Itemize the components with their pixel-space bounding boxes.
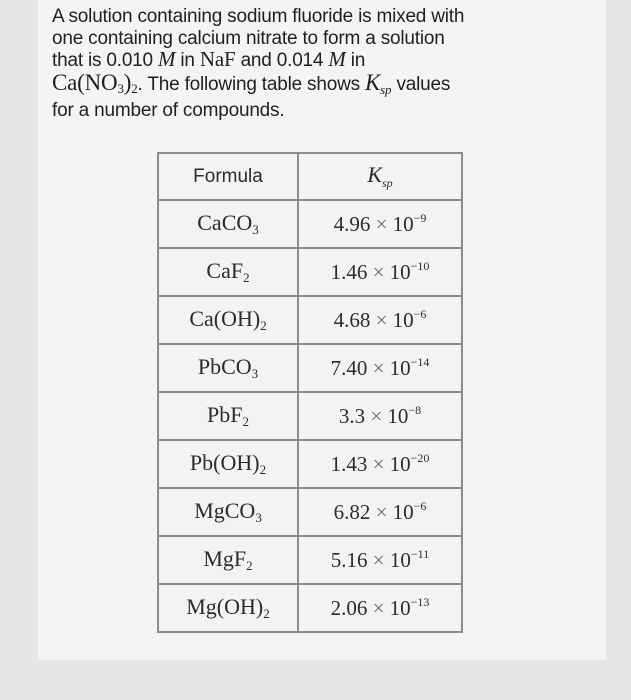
table-row (158, 344, 462, 392)
compound-formula: CaF2 (158, 248, 298, 296)
ksp-symbol: Ksp (365, 69, 392, 97)
concentration-naf-text: that is 0.010 (52, 50, 153, 72)
molarity-unit: M (328, 47, 346, 72)
compound-formula: CaCO3 (158, 200, 298, 248)
table-row (158, 248, 462, 296)
ksp-value: $5.16 \times 10^{-11}$ (298, 536, 462, 584)
compound-formula: MgCO3 (158, 488, 298, 536)
ksp-value: $6.82 \times 10^{-6}$ (298, 488, 462, 536)
table-header-row (158, 153, 462, 200)
problem-line-2: one containing calcium nitrate to form a solution (52, 27, 445, 49)
word-in: in (350, 50, 366, 72)
word-values: values (396, 73, 451, 95)
calcium-nitrate-formula: $Ca(NO_3)_2$ (52, 69, 138, 96)
compound-formula: Mg(OH)2 (158, 584, 298, 632)
table-row (158, 392, 462, 440)
molarity-unit: M (158, 47, 176, 72)
compound-formula: Pb(OH)2 (158, 440, 298, 488)
table-row (158, 536, 462, 584)
ksp-value: $2.06 \times 10^{-13}$ (298, 584, 462, 632)
ksp-value: $3.3 \times 10^{-8}$ (298, 392, 462, 440)
problem-line-5: for a number of compounds. (52, 100, 285, 122)
compound-formula: MgF2 (158, 536, 298, 584)
problem-line-3 (52, 49, 597, 72)
ksp-value: $4.68 \times 10^{-6}$ (298, 296, 462, 344)
table-row (158, 440, 462, 488)
problem-statement (52, 6, 597, 122)
ksp-value: $4.96 \times 10^{-9}$ (298, 200, 462, 248)
table-intro-text: . The following table shows (137, 73, 360, 95)
table-row (158, 488, 462, 536)
problem-line-4 (52, 69, 597, 101)
problem-line-1: A solution containing sodium fluoride is mixed with (52, 6, 465, 27)
header-ksp: $K_{sp}$ (298, 153, 462, 200)
ksp-value: $1.46 \times 10^{-10}$ (298, 248, 462, 296)
ksp-value: $1.43 \times 10^{-20}$ (298, 440, 462, 488)
header-formula: Formula (158, 153, 298, 200)
ksp-table (157, 152, 463, 633)
word-in: in (180, 50, 195, 72)
naf-formula: NaF (199, 47, 236, 72)
compound-formula: PbCO3 (158, 344, 298, 392)
compound-formula: PbF2 (158, 392, 298, 440)
compound-formula: Ca(OH)2 (158, 296, 298, 344)
ksp-value: $7.40 \times 10^{-14}$ (298, 344, 462, 392)
table-row (158, 200, 462, 248)
table-row (158, 296, 462, 344)
concentration-cano3-text: and 0.014 (240, 50, 324, 72)
table-row (158, 584, 462, 632)
